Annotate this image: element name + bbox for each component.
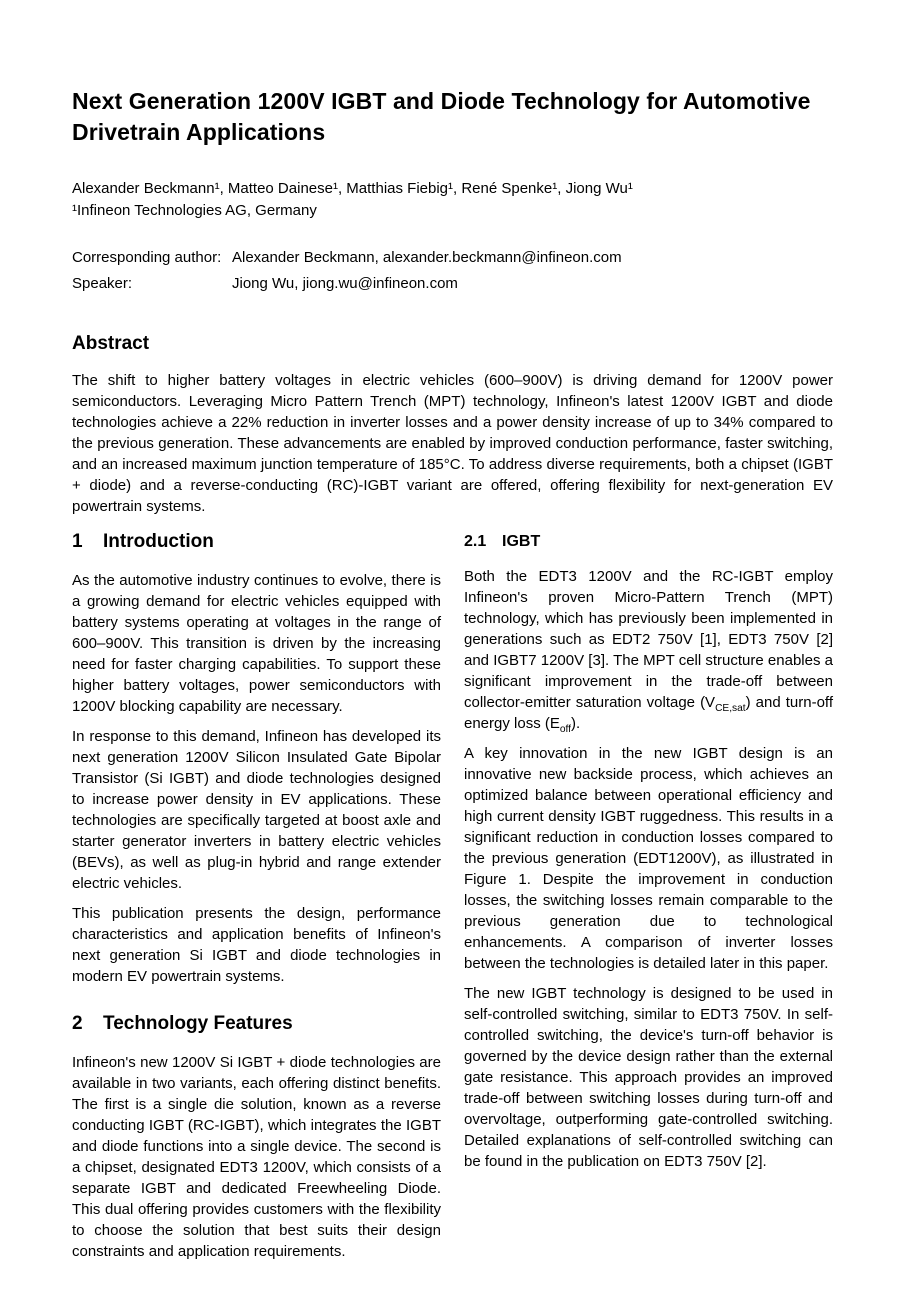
paragraph-segment: ). [571,715,581,732]
affiliation-line: ¹Infineon Technologies AG, Germany [72,202,317,219]
paragraph-igbt-1 [464,566,833,734]
section-number: 1 [72,531,83,552]
contact-value: Jiong Wu, jiong.wu@infineon.com [232,275,458,292]
section-heading-igbt [464,533,833,551]
contact-label: Corresponding author: [72,249,222,266]
contact-row-speaker [72,274,833,293]
authors-line: Alexander Beckmann¹, Matteo Dainese¹, Matthias Fiebig¹, René Spenke¹, Jiong Wu¹ [72,180,633,197]
left-column [72,531,441,1271]
contact-label: Speaker: [72,275,133,292]
contact-row-corresponding-author [72,248,833,267]
paragraph-tech-1: Infineon's new 1200V Si IGBT + diode technologies are available in two variants, each offering distinct benefits. The first is a single die solution, known as a reverse conducting IGBT (RC-IGBT), which integrates the IGBT and diode functions into a single device. The second is a chipset, designated EDT3 1200V, which consists of a separate IGBT and dedicated Freewheeling Diode. This dual offering provides customers with the flexibility to choose the solution that best suits their design constraints and application requirements. [72,1054,441,1260]
contact-value: Alexander Beckmann, alexander.beckmann@infineon.com [232,249,622,266]
subscript-eoff: off [559,724,572,735]
paragraph-segment: ) and turn-off energy loss (E [464,694,833,732]
section-heading-technology-features [72,1013,441,1035]
section-number: 2 [72,1013,83,1034]
paper-title: Next Generation 1200V IGBT and Diode Technology for Automotive Drivetrain Applications [72,88,811,145]
section-title: Technology Features [103,1013,293,1034]
section-number: 2.1 [464,533,487,550]
right-column [464,531,833,1271]
subscript-vce-sat: CE,sat [715,703,746,714]
paragraph-intro-3: This publication presents the design, performance characteristics and application benefits of Infineon's next generation Si IGBT and diode technologies in modern EV powertrain systems. [72,905,441,985]
paragraph-intro-1: As the automotive industry continues to evolve, there is a growing demand for electric vehicles equipped with battery systems operating at voltages in the range of 600–900V. This transition is driven by the increasing need for faster charging capabilities. To support these higher battery voltages, power semiconductors with 1200V blocking capability are necessary. [72,572,441,715]
section-title: Introduction [103,531,214,552]
two-column-layout [72,531,833,1271]
abstract-heading: Abstract [72,333,150,354]
paragraph-igbt-3: The new IGBT technology is designed to be used in self-controlled switching, similar to EDT3 750V. In self-controlled switching, the device's turn-off behavior is governed by the device design rather than the external gate resistance. This approach provides an improved trade-off between switching losses during turn-off and overvoltage, outperforming gate-controlled switching. Detailed explanations of self-controlled switching can be found in the publication on EDT3 750V [2]. [464,985,833,1170]
paragraph-intro-2: In response to this demand, Infineon has developed its next generation 1200V Silicon Insulated Gate Bipolar Transistor (Si IGBT) and diode technologies designed to increase power density in EV applications. These technologies are specifically targeted at boost axle and starter generator inverters in battery electric vehicles (BEVs), as well as plug-in hybrid and range extender electric vehicles. [72,728,441,892]
paragraph-igbt-2: A key innovation in the new IGBT design is an innovative new backside process, which achieves an optimized balance between operational efficiency and high current density IGBT ruggedness. This results in a significant reduction in conduction losses compared to the previous generation (EDT1200V), as illustrated in Figure 1. Despite the improvement in conduction losses, the switching losses remain comparable to the previous generation due to technological enhancements. A comparison of inverter losses between the technologies is detailed later in this paper. [464,745,833,972]
section-title: IGBT [502,533,541,550]
paragraph-segment: Both the EDT3 1200V and the RC-IGBT employ Infineon's proven Micro-Pattern Trench (MPT) technology, which has previously been implemented in generations such as EDT2 750V [1], EDT3 750V [2] and IGBT7 1200V [3]. The MPT cell structure enables a significant improvement in the trade-off between collector-emitter saturation voltage (V [464,568,833,711]
contact-block [72,248,833,293]
abstract-body: The shift to higher battery voltages in electric vehicles (600–900V) is driving demand for 1200V power semiconductors. Leveraging Micro Pattern Trench (MPT) technology, Infineon's latest 1200V IGBT and diode technologies achieve a 22% reduction in inverter losses and a power density increase of up to 34% compared to the previous generation. These advancements are enabled by improved conduction performance, faster switching, and an increased maximum junction temperature of 185°C. To address diverse requirements, both a chipset (IGBT + diode) and a reverse-conducting (RC)-IGBT variant are offered, offering flexibility for next-generation EV powertrain systems. [72,372,833,515]
section-heading-introduction [72,531,441,553]
